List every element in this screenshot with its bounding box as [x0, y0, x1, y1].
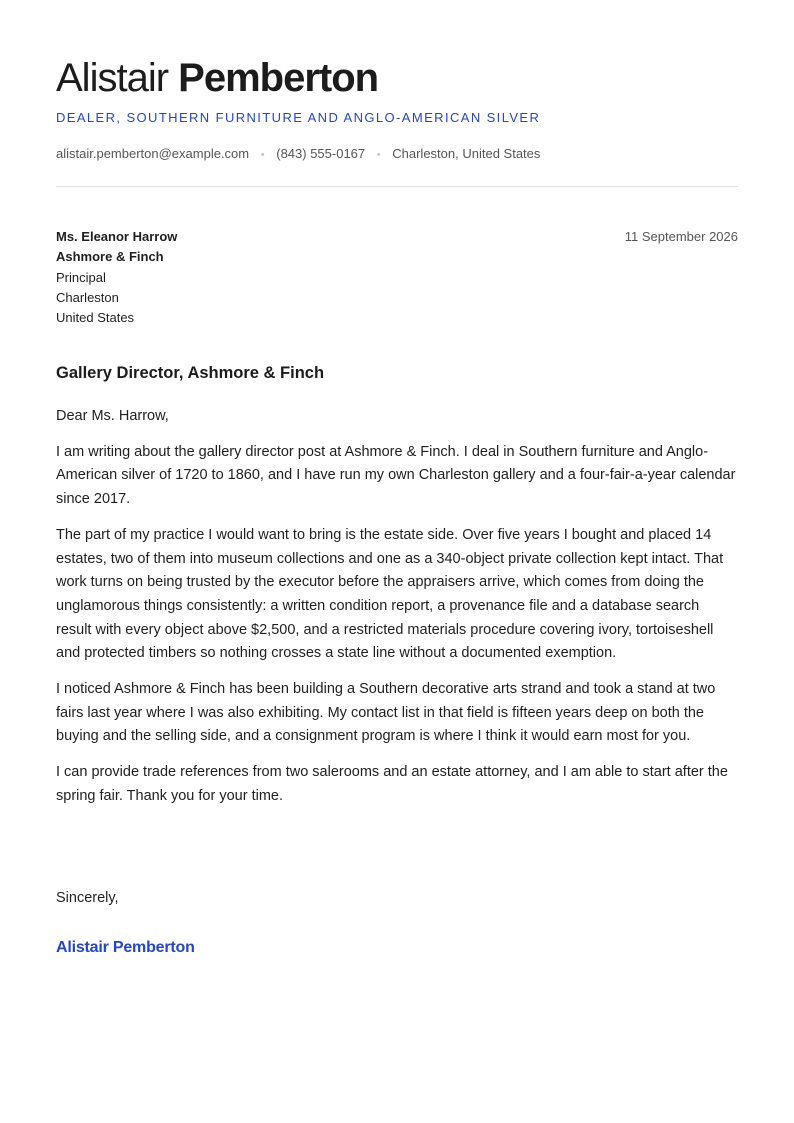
contact-separator: • — [376, 149, 381, 161]
header-divider — [56, 186, 738, 187]
body-paragraph: I am writing about the gallery director post at Ashmore & Finch. I deal in Southern furniture and Anglo-American silver of 1720 to 1860, and I have run my own Charleston gallery and a four-fair-a-year calendar since 2017. — [56, 443, 736, 508]
recipient-company: Ashmore & Finch — [56, 249, 164, 265]
applicant-title: DEALER, SOUTHERN FURNITURE AND ANGLO-AMERICAN SILVER — [56, 110, 541, 125]
recipient-block — [56, 227, 177, 328]
recipient-name: Ms. Eleanor Harrow — [56, 229, 178, 244]
salutation: Dear Ms. Harrow, — [56, 408, 169, 424]
applicant-last-name: Pemberton — [178, 56, 379, 100]
letter-body — [56, 405, 738, 821]
closing: Sincerely, — [56, 890, 119, 906]
applicant-first-name: Alistair — [56, 56, 169, 100]
contact-separator: • — [260, 149, 265, 161]
contact-line — [56, 146, 540, 163]
letter-subject: Gallery Director, Ashmore & Finch — [56, 364, 325, 382]
recipient-role: Principal — [56, 269, 106, 285]
body-paragraph: The part of my practice I would want to bring is the estate side. Over five years I bought and placed 14 estates, two of them into museum collections and one as a 340-object private collection kept intact. That work turns on being trusted by the executor before the appraisers arrive, which comes from doing the unglamorous things consistently: a written condition report, a provenance file and a database search result with every object above $2,500, and a restricted materials procedure covering ivory, tortoiseshell and protected timbers so nothing crosses a state line without a documented exemption. — [56, 526, 724, 662]
contact-email[interactable]: alistair.pemberton@example.com — [56, 146, 250, 161]
letter-date: 11 September 2026 — [624, 229, 738, 244]
recipient-city: Charleston — [56, 289, 119, 305]
body-paragraph: I can provide trade references from two salerooms and an estate attorney, and I am able to start after the spring fair. Thank you for your time. — [56, 764, 728, 804]
applicant-name — [56, 54, 378, 102]
signature: Alistair Pemberton — [56, 939, 195, 956]
contact-location: Charleston, United States — [392, 146, 541, 161]
recipient-country: United States — [56, 310, 135, 326]
body-paragraph: I noticed Ashmore & Finch has been building a Southern decorative arts strand and took a stand at two fairs last year where I was also exhibiting. My contact list in that field is fifteen years deep on both the buying and the selling side, and a consignment program is where I think it would earn most for you. — [56, 681, 716, 745]
contact-phone[interactable]: (843) 555-0167 — [276, 146, 366, 161]
